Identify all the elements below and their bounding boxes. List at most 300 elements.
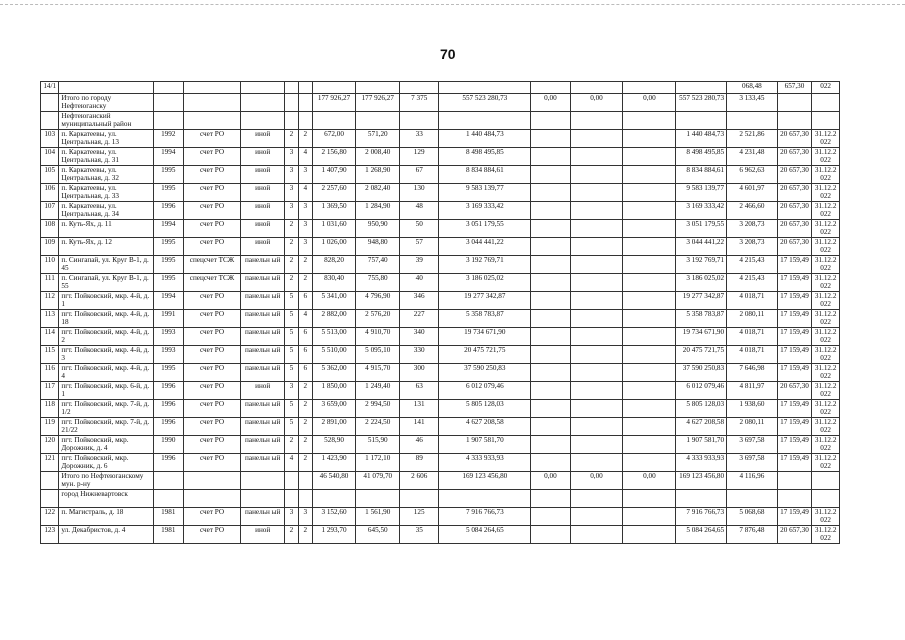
page-number: 70: [440, 46, 456, 62]
table-cell: 31.12.2 022: [812, 292, 840, 310]
table-cell: [41, 490, 59, 508]
table-cell: 31.12.2 022: [812, 256, 840, 274]
table-cell: [777, 490, 812, 508]
table-cell: 3 697,58: [727, 436, 778, 454]
table-cell: [298, 112, 312, 130]
table-cell: 1995: [153, 238, 183, 256]
table-cell: 6: [298, 292, 312, 310]
table-cell: 130: [400, 184, 439, 202]
table-cell: [531, 490, 570, 508]
table-cell: [570, 310, 623, 328]
table-cell: 1995: [153, 256, 183, 274]
table-cell: 20 657,30: [777, 130, 812, 148]
table-cell: 17 159,49: [777, 310, 812, 328]
table-cell: 63: [400, 382, 439, 400]
table-cell: [531, 382, 570, 400]
table-cell: [570, 346, 623, 364]
table-cell: 115: [41, 346, 59, 364]
table-cell: [356, 112, 400, 130]
table-cell: 5 358 783,87: [676, 310, 727, 328]
table-cell: 300: [400, 364, 439, 382]
table-cell: [183, 472, 241, 490]
table-cell: 1 440 484,73: [676, 130, 727, 148]
table-cell: 177 926,27: [312, 94, 356, 112]
table-cell: 1996: [153, 382, 183, 400]
table-cell: 17 159,49: [777, 400, 812, 418]
table-cell: 106: [41, 184, 59, 202]
table-row: [41, 382, 840, 400]
table-cell: [570, 400, 623, 418]
table-cell: [623, 526, 676, 544]
table-cell: [812, 472, 840, 490]
table-cell: [812, 112, 840, 130]
table-cell: 20 475 721,75: [439, 346, 531, 364]
table-cell: 6: [298, 346, 312, 364]
table-cell: [570, 292, 623, 310]
table-row: [41, 202, 840, 220]
table-cell: [623, 256, 676, 274]
table-cell: [298, 490, 312, 508]
table-cell: [623, 382, 676, 400]
table-cell: [531, 274, 570, 292]
table-cell: 0,00: [570, 94, 623, 112]
table-cell: 31.12.2 022: [812, 508, 840, 526]
table-cell: [623, 364, 676, 382]
table-cell: [570, 418, 623, 436]
table-cell: 657,30: [777, 82, 812, 94]
table-cell: [531, 292, 570, 310]
table-cell: [312, 112, 356, 130]
table-cell: ул. Декабристов, д. 4: [59, 526, 153, 544]
table-cell: [570, 364, 623, 382]
table-cell: [570, 328, 623, 346]
table-cell: [623, 310, 676, 328]
table-cell: 2: [285, 130, 299, 148]
table-cell: 2 080,11: [727, 418, 778, 436]
table-cell: панельн ый: [241, 436, 285, 454]
table-cell: [531, 328, 570, 346]
table-cell: 3: [298, 508, 312, 526]
table-cell: счет РО: [183, 346, 241, 364]
table-cell: [312, 82, 356, 94]
table-cell: счет РО: [183, 418, 241, 436]
table-cell: [623, 328, 676, 346]
table-cell: 104: [41, 148, 59, 166]
table-cell: 19 734 671,90: [439, 328, 531, 346]
table-cell: счет РО: [183, 166, 241, 184]
table-cell: 1 249,40: [356, 382, 400, 400]
table-cell: 4 116,96: [727, 472, 778, 490]
table-cell: [241, 472, 285, 490]
table-cell: счет РО: [183, 328, 241, 346]
table-cell: пгт. Пойковский, мкр. 4-й, д. 18: [59, 310, 153, 328]
table-cell: 5: [285, 292, 299, 310]
table-cell: 8 498 495,85: [676, 148, 727, 166]
table-cell: [623, 166, 676, 184]
table-cell: [623, 220, 676, 238]
table-cell: [570, 526, 623, 544]
table-cell: 9 583 139,77: [676, 184, 727, 202]
table-cell: п. Каркатеевы, ул. Центральная, д. 32: [59, 166, 153, 184]
table-total-row: [41, 94, 840, 112]
table-row: [41, 130, 840, 148]
table-cell: 1 850,00: [312, 382, 356, 400]
table-top-row: [41, 82, 840, 94]
table-cell: 31.12.2 022: [812, 346, 840, 364]
table-cell: [570, 202, 623, 220]
table-cell: [623, 274, 676, 292]
table-cell: [623, 184, 676, 202]
table-cell: город Нижневартовск: [59, 490, 153, 508]
table-cell: счет РО: [183, 526, 241, 544]
table-cell: 2: [285, 256, 299, 274]
table-cell: 8 834 884,61: [439, 166, 531, 184]
table-cell: 4: [298, 148, 312, 166]
table-cell: 4: [298, 184, 312, 202]
table-cell: счет РО: [183, 400, 241, 418]
table-cell: [570, 454, 623, 472]
table-cell: пгт. Пойковский, мкр. 6-й, д. 1: [59, 382, 153, 400]
table-cell: п. Куть-Ях, д. 12: [59, 238, 153, 256]
table-cell: 3: [285, 382, 299, 400]
table-cell: 948,80: [356, 238, 400, 256]
table-cell: [298, 472, 312, 490]
table-cell: счет РО: [183, 184, 241, 202]
table-cell: спецсчет ТСЖ: [183, 274, 241, 292]
table-cell: 557 523 280,73: [676, 94, 727, 112]
table-cell: 2 521,86: [727, 130, 778, 148]
table-cell: [727, 112, 778, 130]
table-cell: 17 159,49: [777, 328, 812, 346]
table-cell: 3: [285, 148, 299, 166]
table-cell: иной: [241, 184, 285, 202]
table-cell: 1 268,90: [356, 166, 400, 184]
table-cell: 19 734 671,90: [676, 328, 727, 346]
table-cell: 17 159,49: [777, 256, 812, 274]
table-cell: 3 186 025,02: [439, 274, 531, 292]
table-cell: [439, 112, 531, 130]
table-cell: 5: [285, 310, 299, 328]
table-cell: 120: [41, 436, 59, 454]
table-cell: 3 133,45: [727, 94, 778, 112]
table-cell: 20 657,30: [777, 238, 812, 256]
table-cell: панельн ый: [241, 508, 285, 526]
table-cell: 31.12.2 022: [812, 418, 840, 436]
table-cell: п. Каркатеевы, ул. Центральная, д. 34: [59, 202, 153, 220]
table-cell: 755,80: [356, 274, 400, 292]
table-cell: 141: [400, 418, 439, 436]
table-cell: 1994: [153, 148, 183, 166]
table-cell: [623, 508, 676, 526]
table-cell: 1 284,90: [356, 202, 400, 220]
table-cell: [531, 454, 570, 472]
table-cell: 5 095,10: [356, 346, 400, 364]
table-cell: [623, 202, 676, 220]
table-cell: 0,00: [531, 472, 570, 490]
table-cell: 2 008,40: [356, 148, 400, 166]
table-cell: 129: [400, 148, 439, 166]
table-cell: 1991: [153, 310, 183, 328]
table-cell: 8 498 495,85: [439, 148, 531, 166]
table-cell: иной: [241, 382, 285, 400]
table-cell: 1993: [153, 346, 183, 364]
table-cell: 31.12.2 022: [812, 184, 840, 202]
table-cell: 3: [285, 508, 299, 526]
table-cell: счет РО: [183, 508, 241, 526]
table-cell: счет РО: [183, 238, 241, 256]
table-cell: 19 277 342,87: [676, 292, 727, 310]
table-cell: 5 510,00: [312, 346, 356, 364]
table-cell: панельн ый: [241, 328, 285, 346]
table-cell: 89: [400, 454, 439, 472]
table-cell: 5 513,00: [312, 328, 356, 346]
table-cell: [439, 490, 531, 508]
table-cell: 2: [298, 274, 312, 292]
table-cell: 67: [400, 166, 439, 184]
table-cell: [531, 220, 570, 238]
table-cell: 4 915,70: [356, 364, 400, 382]
table-cell: 108: [41, 220, 59, 238]
table-cell: [777, 472, 812, 490]
table-cell: 123: [41, 526, 59, 544]
table-cell: п. Куть-Ях, д. 11: [59, 220, 153, 238]
table-cell: 3 169 333,42: [439, 202, 531, 220]
table-cell: спецсчет ТСЖ: [183, 256, 241, 274]
table-cell: [531, 526, 570, 544]
table-cell: 830,40: [312, 274, 356, 292]
table-cell: 1990: [153, 436, 183, 454]
table-cell: 6: [298, 328, 312, 346]
table-cell: [570, 112, 623, 130]
table-cell: 31.12.2 022: [812, 328, 840, 346]
table-cell: [153, 94, 183, 112]
table-cell: [531, 364, 570, 382]
table-cell: 40: [400, 274, 439, 292]
table-cell: [285, 94, 299, 112]
table-cell: [531, 130, 570, 148]
table-row: [41, 364, 840, 382]
table-cell: [241, 112, 285, 130]
table-cell: 33: [400, 130, 439, 148]
table-cell: 4 333 933,93: [439, 454, 531, 472]
table-cell: 31.12.2 022: [812, 166, 840, 184]
table-cell: 5 084 264,65: [676, 526, 727, 544]
table-cell: 3 044 441,22: [676, 238, 727, 256]
table-cell: иной: [241, 526, 285, 544]
table-cell: [183, 112, 241, 130]
table-cell: [570, 184, 623, 202]
table-cell: [570, 490, 623, 508]
housing-repair-table: [40, 81, 840, 544]
table-cell: п. Каркатеевы, ул. Центральная, д. 33: [59, 184, 153, 202]
table-cell: 19 277 342,87: [439, 292, 531, 310]
table-cell: 950,90: [356, 220, 400, 238]
table-cell: 1996: [153, 202, 183, 220]
table-cell: [285, 112, 299, 130]
table-cell: 1994: [153, 292, 183, 310]
table-cell: 4 018,71: [727, 346, 778, 364]
table-cell: [531, 400, 570, 418]
table-row: [41, 238, 840, 256]
table-cell: п. Магистраль, д. 18: [59, 508, 153, 526]
table-cell: 022: [812, 82, 840, 94]
table-cell: 1996: [153, 454, 183, 472]
table-cell: 7 916 766,73: [676, 508, 727, 526]
table-cell: 3: [298, 202, 312, 220]
table-cell: 5: [285, 346, 299, 364]
table-row: [41, 274, 840, 292]
table-cell: 828,20: [312, 256, 356, 274]
table-cell: [400, 112, 439, 130]
table-row: [41, 436, 840, 454]
table-cell: [241, 82, 285, 94]
table-cell: 4 627 208,58: [676, 418, 727, 436]
table-cell: [623, 436, 676, 454]
table-cell: 4 215,43: [727, 274, 778, 292]
table-cell: 3 208,73: [727, 238, 778, 256]
table-cell: 113: [41, 310, 59, 328]
table-cell: [153, 82, 183, 94]
table-cell: 1996: [153, 400, 183, 418]
table-cell: 177 926,27: [356, 94, 400, 112]
table-cell: 17 159,49: [777, 274, 812, 292]
table-cell: 7 646,98: [727, 364, 778, 382]
table-cell: 3 044 441,22: [439, 238, 531, 256]
table-cell: 0,00: [531, 94, 570, 112]
table-cell: счет РО: [183, 454, 241, 472]
table-cell: [183, 490, 241, 508]
table-cell: 6 012 079,46: [439, 382, 531, 400]
table-cell: 5 068,68: [727, 508, 778, 526]
table-cell: счет РО: [183, 148, 241, 166]
table-cell: [570, 274, 623, 292]
table-cell: [531, 346, 570, 364]
table-cell: 4 601,97: [727, 184, 778, 202]
table-cell: 103: [41, 130, 59, 148]
table-cell: 131: [400, 400, 439, 418]
table-cell: пгт. Пойковский, мкр. 7-й, д. 1/2: [59, 400, 153, 418]
table-cell: 31.12.2 022: [812, 148, 840, 166]
table-cell: иной: [241, 220, 285, 238]
table-cell: 528,90: [312, 436, 356, 454]
table-cell: 50: [400, 220, 439, 238]
table-row: [41, 454, 840, 472]
table-cell: [298, 82, 312, 94]
table-cell: 3 192 769,71: [439, 256, 531, 274]
table-cell: 17 159,49: [777, 292, 812, 310]
table-cell: 5: [285, 418, 299, 436]
table-cell: 515,90: [356, 436, 400, 454]
table-cell: 4 018,71: [727, 292, 778, 310]
table-cell: 1 423,90: [312, 454, 356, 472]
table-cell: [570, 82, 623, 94]
table-cell: [570, 508, 623, 526]
table-cell: [298, 94, 312, 112]
table-cell: 2 576,20: [356, 310, 400, 328]
table-row: [41, 220, 840, 238]
table-cell: 1996: [153, 418, 183, 436]
table-cell: [570, 220, 623, 238]
table-cell: [777, 112, 812, 130]
table-cell: [623, 238, 676, 256]
table-cell: [183, 94, 241, 112]
table-cell: 116: [41, 364, 59, 382]
table-cell: [812, 490, 840, 508]
table-cell: счет РО: [183, 202, 241, 220]
table-cell: 0,00: [570, 472, 623, 490]
table-cell: счет РО: [183, 310, 241, 328]
table-cell: [623, 454, 676, 472]
table-cell: 31.12.2 022: [812, 436, 840, 454]
table-cell: 121: [41, 454, 59, 472]
table-cell: 117: [41, 382, 59, 400]
table-cell: 118: [41, 400, 59, 418]
table-cell: 169 123 456,80: [676, 472, 727, 490]
table-row: [41, 148, 840, 166]
table-cell: 4 796,90: [356, 292, 400, 310]
table-cell: [531, 508, 570, 526]
table-cell: 31.12.2 022: [812, 202, 840, 220]
table-cell: 1 369,50: [312, 202, 356, 220]
table-section-heading: [41, 490, 840, 508]
table-cell: 2: [298, 256, 312, 274]
table-cell: 2: [285, 526, 299, 544]
table-cell: 17 159,49: [777, 508, 812, 526]
table-cell: панельн ый: [241, 418, 285, 436]
table-row: [41, 310, 840, 328]
table-cell: 17 159,49: [777, 436, 812, 454]
table-cell: п. Сингапай, ул. Круг В-1, д. 55: [59, 274, 153, 292]
table-cell: 14/1: [41, 82, 59, 94]
table-cell: 757,40: [356, 256, 400, 274]
table-cell: [623, 148, 676, 166]
table-cell: 3 697,58: [727, 454, 778, 472]
table-cell: 571,20: [356, 130, 400, 148]
table-cell: [285, 472, 299, 490]
table-cell: 4 910,70: [356, 328, 400, 346]
table-cell: п. Каркатеевы, ул. Центральная, д. 13: [59, 130, 153, 148]
table-cell: 2: [298, 400, 312, 418]
table-cell: 4 333 933,93: [676, 454, 727, 472]
table-cell: 2 080,11: [727, 310, 778, 328]
table-cell: 105: [41, 166, 59, 184]
table-cell: 4: [285, 454, 299, 472]
table-cell: счет РО: [183, 436, 241, 454]
table-cell: [623, 400, 676, 418]
table-cell: 6 962,63: [727, 166, 778, 184]
table-cell: счет РО: [183, 292, 241, 310]
table-cell: 5: [285, 364, 299, 382]
table-cell: 2 466,60: [727, 202, 778, 220]
table-cell: [531, 184, 570, 202]
table-cell: 20 657,30: [777, 166, 812, 184]
table-cell: [676, 112, 727, 130]
table-cell: счет РО: [183, 364, 241, 382]
table-cell: [183, 82, 241, 94]
table-cell: [439, 82, 531, 94]
table-cell: 3 051 179,55: [439, 220, 531, 238]
table-cell: 0,00: [623, 94, 676, 112]
table-cell: 1995: [153, 166, 183, 184]
table-cell: 2: [285, 436, 299, 454]
table-cell: панельн ый: [241, 346, 285, 364]
table-cell: панельн ый: [241, 400, 285, 418]
table-cell: 31.12.2 022: [812, 526, 840, 544]
table-cell: 2 257,60: [312, 184, 356, 202]
table-cell: [41, 94, 59, 112]
table-cell: 2 882,00: [312, 310, 356, 328]
table-row: [41, 292, 840, 310]
